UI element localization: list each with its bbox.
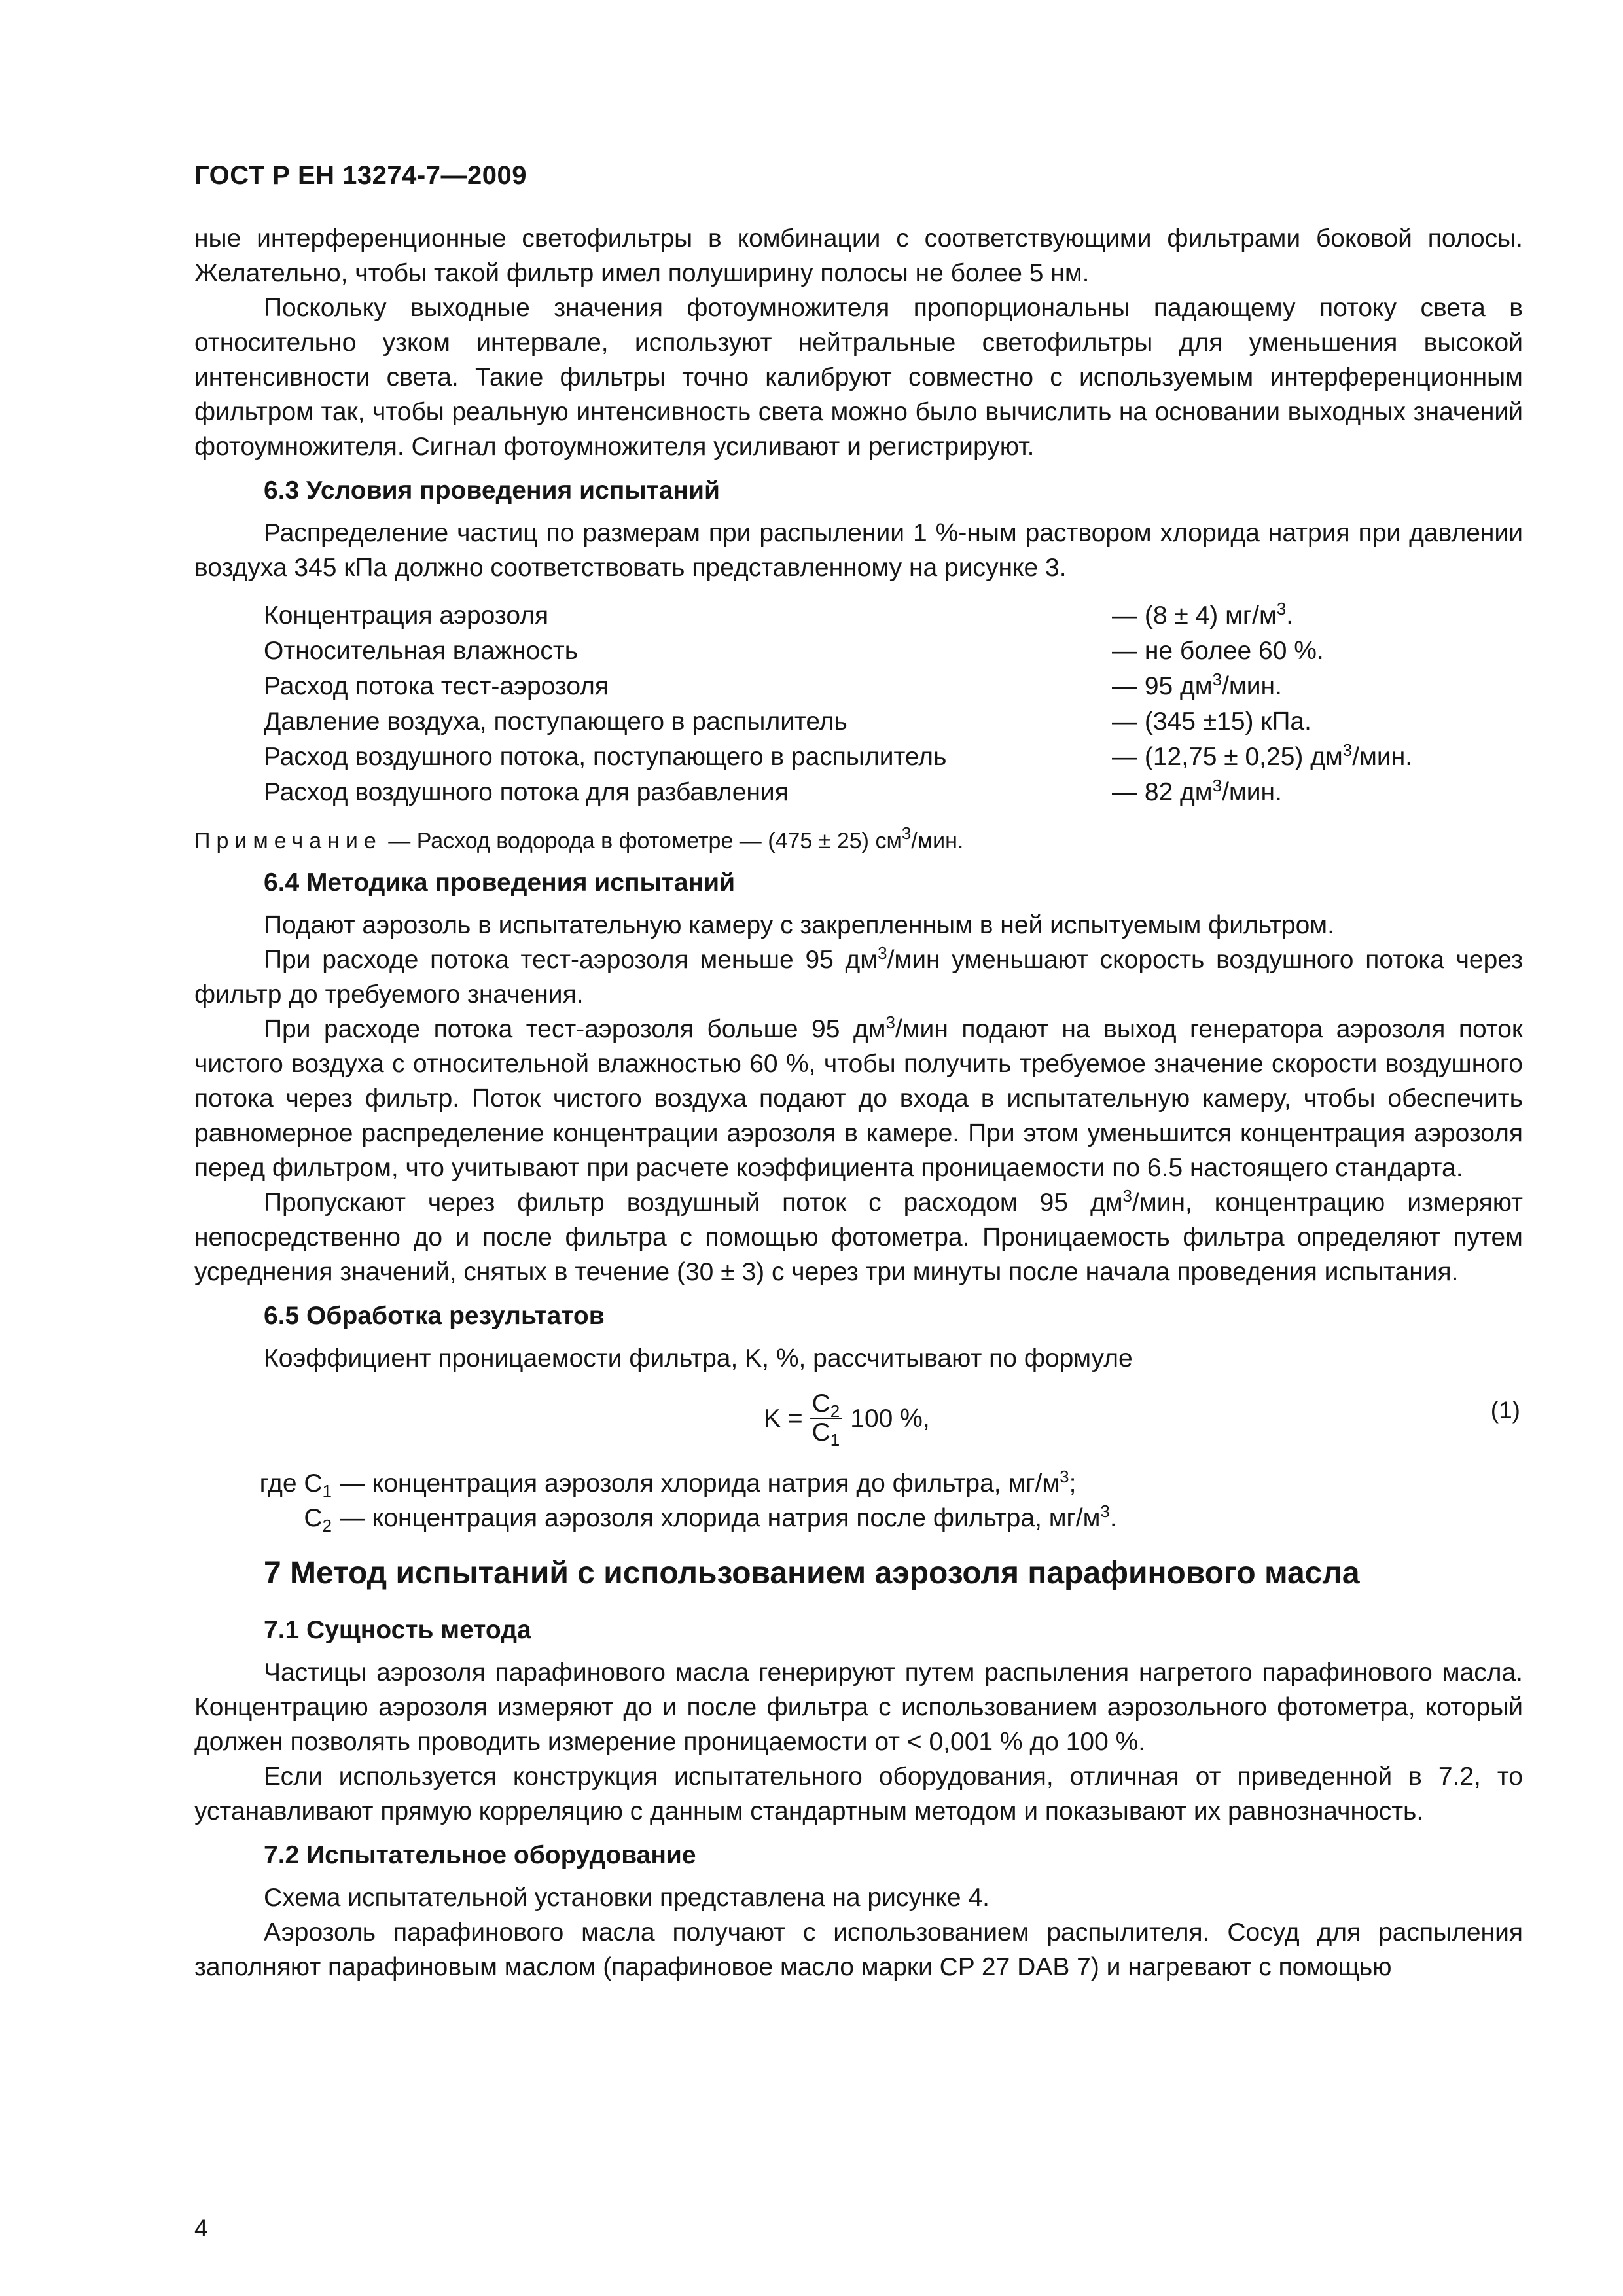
formula-number: (1) bbox=[1490, 1397, 1520, 1424]
section-6-4-title: 6.4 Методика проведения испытаний bbox=[264, 869, 736, 897]
page-number: 4 bbox=[194, 2215, 208, 2242]
legend-definition: — концентрация аэрозоля хлорида натрия после фильтра, $мг/м^3$. bbox=[340, 1501, 1117, 1532]
param-row bbox=[264, 669, 1523, 704]
formula-1 bbox=[194, 1384, 1523, 1453]
param-name: Расход потока тест-аэрозоля bbox=[264, 672, 609, 700]
section-7-1-title: 7.1 Сущность метода bbox=[264, 1616, 531, 1644]
param-row bbox=[264, 740, 1523, 775]
note-label: Примечание bbox=[194, 829, 382, 853]
section-6-5-title: 6.5 Обработка результатов bbox=[264, 1302, 605, 1330]
fraction-numerator: $C_2$ bbox=[810, 1390, 843, 1419]
section-6-4-paragraph-2: При расходе потока тест-аэрозоля меньше 95 $дм^3$/мин уменьшают скорость воздушного потока через фильтр до требуемого значения. bbox=[194, 943, 1523, 1009]
section-7-2-paragraph-1: Схема испытательной установки представлена на рисунке 4. bbox=[264, 1884, 990, 1912]
section-6-4-paragraph-1: Подают аэрозоль в испытательную камеру с закрепленным в ней испытуемым фильтром. bbox=[264, 911, 1334, 939]
param-row bbox=[264, 704, 1523, 740]
formula-lhs: K = bbox=[764, 1404, 803, 1433]
intro-paragraph-1: ные интерференционные светофильтры в комбинации с соответствующими фильтрами боковой полосы. Желательно, чтобы такой фильтр имел полуширину полосы не более 5 нм. bbox=[194, 224, 1523, 287]
section-6-4-paragraph-3: При расходе потока тест-аэрозоля больше 95 $дм^3$/мин подают на выход генератора аэрозоля поток чистого воздуха с относительной влажностью 60 %, чтобы получить требуемое значение скорости воздушного потока через фильтр. Поток чистого воздуха подают до входа в испытательную камеру, чтобы обеспечить равномерное распределение концентрации аэрозоля в камере. При этом уменьшится концентрация аэрозоля перед фильтром, что учитывают при расчете коэффициента проницаемости по 6.5 настоящего стандарта. bbox=[194, 1013, 1523, 1182]
section-7-1-paragraph-1: Частицы аэрозоля парафинового масла генерируют путем распыления нагретого парафинового масла. Концентрацию аэрозоля измеряют до и после фильтра с использованием аэрозольного фотометра, который должен позволять проводить измерение проницаемости от < 0,001 % до 100 %. bbox=[194, 1659, 1523, 1756]
param-value: — не более 60 %. bbox=[1112, 637, 1324, 665]
param-row bbox=[264, 598, 1523, 634]
formula-fraction bbox=[810, 1390, 843, 1450]
legend-row bbox=[194, 1501, 1523, 1535]
param-value: — (345 ±15) кПа. bbox=[1112, 708, 1311, 736]
section-7-2-paragraph-2: Аэрозоль парафинового масла получают с использованием распылителя. Сосуд для распыления заполняют парафиновым маслом (парафиновое масло марки CP 27 DAB 7) и нагревают с помощью bbox=[194, 1918, 1523, 1981]
test-conditions-list bbox=[264, 598, 1523, 810]
document-body bbox=[194, 221, 1523, 1984]
section-6-3-note bbox=[194, 823, 1523, 856]
section-6-3-title: 6.3 Условия проведения испытаний bbox=[264, 476, 720, 505]
param-name: Расход воздушного потока для разбавления bbox=[264, 778, 789, 806]
param-name: Относительная влажность bbox=[264, 637, 579, 665]
param-name: Концентрация аэрозоля bbox=[264, 601, 549, 630]
intro-paragraph-2: Поскольку выходные значения фотоумножителя пропорциональны падающему потоку света в относительно узком интервале, используют нейтральные светофильтры для уменьшения высокой интенсивности света. Такие фильтры точно калибруют совместно с используемым интерференционным фильтром так, чтобы реальную интенсивность света можно было вычислить на основании выходных значений фотоумножителя. Сигнал фотоумножителя усиливают и регистрируют. bbox=[194, 294, 1523, 461]
section-7-title: 7 Метод испытаний с использованием аэрозоля парафинового масла bbox=[264, 1556, 1360, 1590]
param-name: Расход воздушного потока, поступающего в распылитель bbox=[264, 743, 947, 771]
param-row bbox=[264, 775, 1523, 810]
section-6-5-paragraph: Коэффициент проницаемости фильтра, K, %, рассчитывают по формуле bbox=[264, 1344, 1133, 1372]
section-6-3-paragraph: Распределение частиц по размерам при распылении 1 %-ным раствором хлорида натрия при давлении воздуха 345 кПа должно соответствовать представленному на рисунке 3. bbox=[194, 519, 1523, 582]
note-text: — Расход водорода в фотометре — (475 ± 25) $см^3$/мин. bbox=[382, 823, 964, 853]
formula-legend bbox=[194, 1466, 1523, 1535]
legend-symbol: $C_2$ bbox=[304, 1504, 332, 1535]
param-name: Давление воздуха, поступающего в распылитель bbox=[264, 708, 847, 736]
fraction-denominator: $C_1$ bbox=[812, 1418, 840, 1450]
section-7-2-title: 7.2 Испытательное оборудование bbox=[264, 1841, 696, 1869]
param-value: — (8 ± 4) $мг/м^3$. bbox=[1112, 599, 1294, 630]
legend-definition: — концентрация аэрозоля хлорида натрия до фильтра, $мг/м^3$; bbox=[340, 1467, 1077, 1498]
param-value: — (12,75 ± 0,25) $дм^3$/мин. bbox=[1112, 740, 1413, 771]
document-header-code: ГОСТ Р ЕН 13274-7—2009 bbox=[194, 161, 527, 190]
section-6-4-paragraph-4: Пропускают через фильтр воздушный поток с расходом 95 $дм^3$/мин, концентрацию измеряют непосредственно до и после фильтра с помощью фотометра. Проницаемость фильтра определяют путем усреднения значений, снятых в течение (30 ± 3) с через три минуты после начала проведения испытания. bbox=[194, 1186, 1523, 1286]
param-row bbox=[264, 634, 1523, 669]
section-7-1-paragraph-2: Если используется конструкция испытательного оборудования, отличная от приведенной в 7.2, то устанавливают прямую корреляцию с данным стандартным методом и показывают их равнозначность. bbox=[194, 1763, 1523, 1825]
legend-symbol: где $C_1$ bbox=[259, 1469, 332, 1501]
param-value: — 82 $дм^3$/мин. bbox=[1112, 776, 1282, 806]
param-value: — 95 $дм^3$/мин. bbox=[1112, 670, 1282, 700]
legend-row bbox=[194, 1466, 1523, 1501]
formula-expression bbox=[764, 1390, 930, 1450]
formula-rhs: 100 %, bbox=[850, 1404, 930, 1433]
